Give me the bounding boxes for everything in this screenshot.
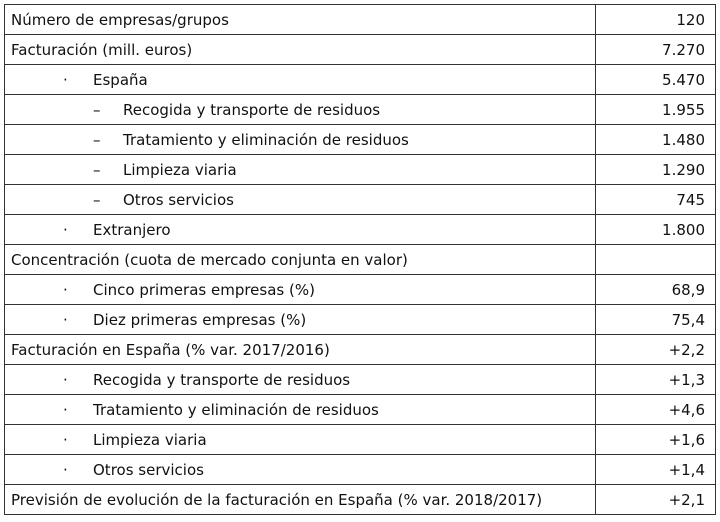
row-label: [5, 425, 596, 455]
label-text: Previsión de evolución de la facturación en España (% var. 2018/2017): [11, 490, 543, 509]
row-label: [5, 245, 596, 275]
table-row: [5, 485, 716, 515]
bullet-dot: ·: [63, 280, 68, 299]
row-value: 1.290: [596, 155, 716, 185]
label-text: Recogida y transporte de residuos: [93, 370, 351, 389]
label-text: Cinco primeras empresas (%): [93, 280, 315, 299]
row-label: [5, 485, 596, 515]
table-row: [5, 185, 716, 215]
row-label: [5, 35, 596, 65]
table-row: [5, 35, 716, 65]
row-value: 5.470: [596, 65, 716, 95]
bullet-dot: ·: [63, 310, 68, 329]
row-value: +4,6: [596, 395, 716, 425]
label-text: Tratamiento y eliminación de residuos: [123, 130, 409, 149]
row-value: 1.800: [596, 215, 716, 245]
row-label: [5, 155, 596, 185]
row-label: [5, 95, 596, 125]
row-value: 745: [596, 185, 716, 215]
bullet-dot: ·: [63, 370, 68, 389]
row-value: 7.270: [596, 35, 716, 65]
row-value: +2,1: [596, 485, 716, 515]
bullet-dash: –: [93, 160, 101, 179]
row-label: [5, 455, 596, 485]
table-row: [5, 275, 716, 305]
row-value: +2,2: [596, 335, 716, 365]
table-row: [5, 395, 716, 425]
row-label: [5, 65, 596, 95]
row-value: 1.480: [596, 125, 716, 155]
bullet-dot: ·: [63, 220, 68, 239]
row-label: [5, 215, 596, 245]
row-label: [5, 395, 596, 425]
label-text: Limpieza viaria: [93, 430, 207, 449]
row-label: [5, 365, 596, 395]
label-text: Otros servicios: [123, 190, 234, 209]
table-row: [5, 65, 716, 95]
bullet-dot: ·: [63, 400, 68, 419]
table-row: [5, 455, 716, 485]
row-label: [5, 335, 596, 365]
bullet-dot: ·: [63, 460, 68, 479]
table-row: [5, 155, 716, 185]
table-row: [5, 95, 716, 125]
bullet-dot: ·: [63, 70, 68, 89]
table-row: [5, 425, 716, 455]
row-value: 68,9: [596, 275, 716, 305]
label-text: Concentración (cuota de mercado conjunta en valor): [11, 250, 408, 269]
row-value: +1,3: [596, 365, 716, 395]
table-row: [5, 5, 716, 35]
row-value: 120: [596, 5, 716, 35]
table-row: [5, 125, 716, 155]
table-row: [5, 305, 716, 335]
label-text: Facturación en España (% var. 2017/2016): [11, 340, 330, 359]
table-row: [5, 335, 716, 365]
label-text: Facturación (mill. euros): [11, 40, 193, 59]
row-value: [596, 245, 716, 275]
bullet-dash: –: [93, 190, 101, 209]
table-row: [5, 365, 716, 395]
label-text: España: [93, 70, 148, 89]
row-label: [5, 125, 596, 155]
label-text: Limpieza viaria: [123, 160, 237, 179]
label-text: Tratamiento y eliminación de residuos: [93, 400, 379, 419]
row-label: [5, 185, 596, 215]
label-text: Número de empresas/grupos: [11, 10, 229, 29]
row-label: [5, 305, 596, 335]
label-text: Extranjero: [93, 220, 171, 239]
row-label: [5, 5, 596, 35]
row-label: [5, 275, 596, 305]
label-text: Recogida y transporte de residuos: [123, 100, 381, 119]
label-text: Diez primeras empresas (%): [93, 310, 307, 329]
bullet-dash: –: [93, 100, 101, 119]
row-value: +1,6: [596, 425, 716, 455]
row-value: 1.955: [596, 95, 716, 125]
table-row: [5, 215, 716, 245]
bullet-dot: ·: [63, 430, 68, 449]
label-text: Otros servicios: [93, 460, 204, 479]
row-value: +1,4: [596, 455, 716, 485]
bullet-dash: –: [93, 130, 101, 149]
data-table: [4, 4, 716, 515]
row-value: 75,4: [596, 305, 716, 335]
table-row: [5, 245, 716, 275]
